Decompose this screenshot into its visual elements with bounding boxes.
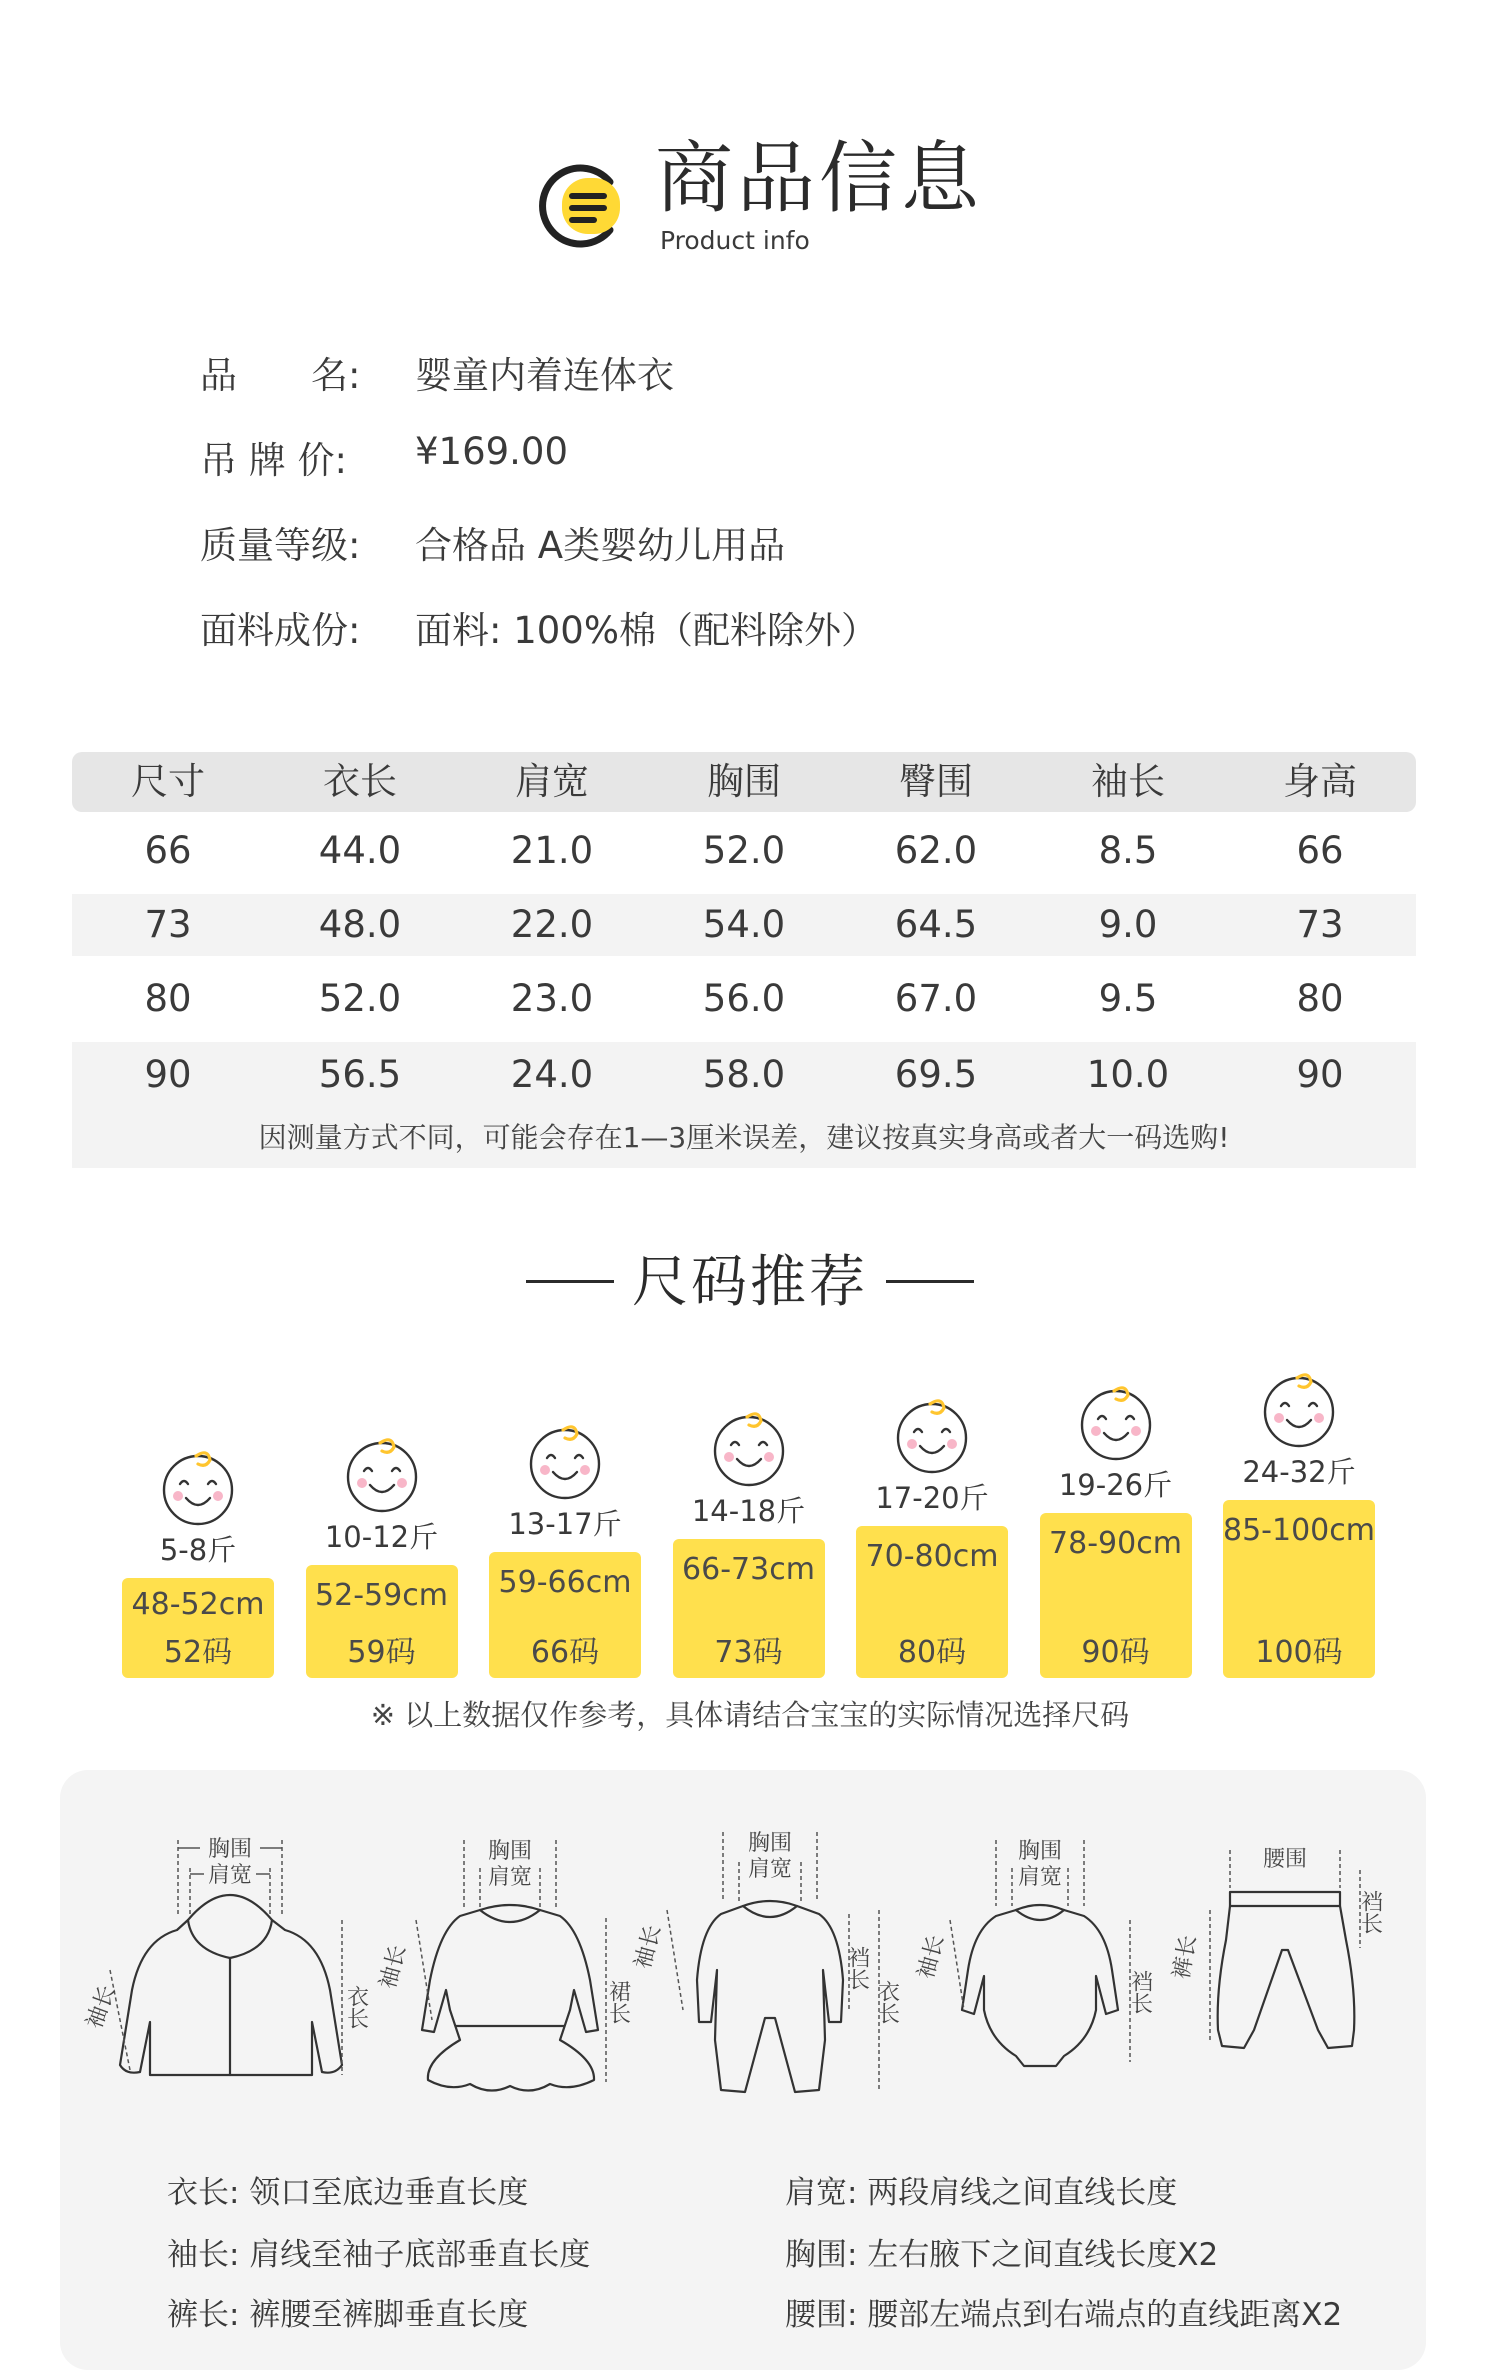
page-subtitle: Product info <box>660 226 810 255</box>
bodysuit-label-sleeve: 袖长 <box>913 1932 950 1982</box>
table-cell: 52.0 <box>318 977 402 1020</box>
table-cell: 62.0 <box>894 829 978 872</box>
title-dash-right <box>886 1280 974 1283</box>
recommend-size-code: 80码 <box>897 1635 967 1670</box>
dress-label-shoulder: 肩宽 <box>487 1865 533 1890</box>
recommend-weight: 24-32斤 <box>1242 1455 1356 1489</box>
recommend-weight: 5-8斤 <box>159 1533 237 1567</box>
recommend-weight: 17-20斤 <box>875 1481 989 1515</box>
table-cell: 52.0 <box>702 829 786 872</box>
table-row <box>72 956 1416 1042</box>
recommend-weight: 14-18斤 <box>691 1494 806 1528</box>
table-cell: 8.5 <box>1098 829 1158 872</box>
info-value: 合格品 A类婴幼儿用品 <box>415 524 786 567</box>
table-cell: 23.0 <box>510 977 594 1020</box>
table-cell: 90 <box>144 1053 192 1096</box>
size-table <box>72 752 1416 1168</box>
table-cell: 66 <box>1296 829 1344 872</box>
info-row-fabric <box>200 600 1300 685</box>
info-row-price <box>200 430 1300 515</box>
recommend-height: 78-90cm <box>1049 1526 1182 1561</box>
recommend-height: 52-59cm <box>315 1578 448 1613</box>
table-cell: 9.0 <box>1098 903 1158 946</box>
table-cell: 73 <box>1296 903 1344 946</box>
menu-circle-icon <box>532 158 628 254</box>
jumpsuit-label-chest: 胸围 <box>747 1831 793 1856</box>
bodysuit-label-crotch: 裆长 <box>1127 1970 1153 2014</box>
recommend-size-box <box>1223 1500 1375 1678</box>
recommend-height: 48-52cm <box>131 1587 265 1622</box>
recommend-height: 70-80cm <box>865 1539 999 1574</box>
baby-face-icon <box>1257 1366 1341 1450</box>
jumpsuit-diagram <box>630 1810 905 2114</box>
dress-label-length: 裙长 <box>605 1980 631 2024</box>
recommend-size-box <box>306 1565 458 1678</box>
jumpsuit-label-sleeve: 袖长 <box>630 1922 667 1972</box>
definition-item: 裤长: 裤腰至裤脚垂直长度 <box>167 2297 529 2333</box>
recommend-size-box <box>1040 1513 1192 1678</box>
recommend-size-code: 59码 <box>347 1635 416 1670</box>
section-header <box>0 130 1500 260</box>
pants-label-crotch: 裆长 <box>1357 1890 1383 1934</box>
dress-label-sleeve: 袖长 <box>375 1942 412 1992</box>
table-cell: 67.0 <box>894 977 978 1020</box>
table-note: 因测量方式不同，可能会存在1—3厘米误差，建议按真实身高或者大一码选购! <box>72 1108 1416 1168</box>
recommend-size-box <box>489 1552 641 1678</box>
definition-item: 肩宽: 两段肩线之间直线长度 <box>785 2175 1178 2211</box>
recommend-size-code: 66码 <box>530 1635 600 1670</box>
baby-face-icon <box>1074 1379 1158 1463</box>
jacket-label-shoulder: 肩宽 <box>207 1863 253 1888</box>
table-row <box>72 1042 1416 1108</box>
definition-item: 衣长: 领口至底边垂直长度 <box>167 2175 529 2211</box>
pants-label-waist: 腰围 <box>1262 1847 1308 1872</box>
measure-panel <box>60 1770 1426 2370</box>
jumpsuit-label-crotch: 裆长 <box>844 1946 870 1990</box>
definition-item: 胸围: 左右腋下之间直线长度X2 <box>785 2237 1219 2273</box>
recommend-weight: 10-12斤 <box>324 1520 439 1554</box>
jacket-label-sleeve: 袖长 <box>82 1982 121 2033</box>
jumpsuit-label-shoulder: 肩宽 <box>747 1857 793 1882</box>
table-cell: 54.0 <box>702 903 786 946</box>
info-value: 婴童内着连体衣 <box>415 354 674 397</box>
recommend-title-text: 尺码推荐 <box>632 1250 868 1315</box>
table-header-cell: 袖长 <box>1091 760 1165 803</box>
table-header-cell: 臀围 <box>899 760 973 803</box>
dress-diagram <box>375 1830 640 2104</box>
baby-face-icon <box>340 1431 424 1515</box>
table-cell: 80 <box>144 977 192 1020</box>
recommend-size-code: 100码 <box>1255 1635 1343 1670</box>
recommend-size-code: 73码 <box>714 1635 783 1670</box>
bodysuit-diagram <box>913 1830 1160 2094</box>
info-value: ¥169.00 <box>415 430 569 473</box>
recommend-height: 66-73cm <box>682 1552 815 1587</box>
dress-label-chest: 胸围 <box>487 1839 533 1864</box>
jumpsuit-label-length: 衣长 <box>874 1980 900 2024</box>
table-header-cell: 衣长 <box>323 760 397 803</box>
baby-face-icon <box>523 1418 607 1502</box>
baby-face-icon <box>707 1405 791 1489</box>
info-value: 面料: 100%棉（配料除外） <box>415 609 879 652</box>
jacket-diagram <box>80 1810 380 2104</box>
table-cell: 56.0 <box>702 977 786 1020</box>
recommend-size-box <box>856 1526 1008 1678</box>
info-label: 吊 牌 价: <box>200 439 347 482</box>
info-label: 质量等级: <box>200 524 361 567</box>
product-info-list <box>200 345 1300 685</box>
table-cell: 69.5 <box>894 1053 978 1096</box>
table-header-cell: 身高 <box>1283 760 1357 803</box>
pants-diagram <box>1170 1830 1400 2074</box>
bodysuit-label-chest: 胸围 <box>1017 1839 1063 1864</box>
table-cell: 44.0 <box>318 829 402 872</box>
table-cell: 58.0 <box>702 1053 786 1096</box>
table-cell: 73 <box>144 903 192 946</box>
bodysuit-label-shoulder: 肩宽 <box>1017 1865 1063 1890</box>
table-cell: 24.0 <box>510 1053 594 1096</box>
table-cell: 9.5 <box>1098 977 1158 1020</box>
info-row-grade <box>200 515 1300 600</box>
recommend-size-box <box>673 1539 825 1678</box>
table-cell: 21.0 <box>510 829 594 872</box>
table-cell: 48.0 <box>318 903 402 946</box>
pants-label-length: 裤长 <box>1169 1933 1202 1982</box>
recommend-size-code: 90码 <box>1081 1635 1150 1670</box>
jacket-label-length: 衣长 <box>343 1985 369 2029</box>
jacket-label-chest: 胸围 <box>207 1837 253 1862</box>
table-cell: 80 <box>1296 977 1344 1020</box>
info-row-name <box>200 345 1300 430</box>
definition-item: 袖长: 肩线至袖子底部垂直长度 <box>167 2237 591 2273</box>
table-cell: 56.5 <box>318 1053 402 1096</box>
table-row <box>72 812 1416 890</box>
page-title: 商品信息 <box>655 134 984 224</box>
recommend-height: 85-100cm <box>1223 1513 1375 1548</box>
table-header-cell: 尺寸 <box>131 760 205 803</box>
baby-face-icon <box>890 1392 974 1476</box>
table-cell: 64.5 <box>894 903 978 946</box>
recommend-note: ※ 以上数据仅作参考，具体请结合宝宝的实际情况选择尺码 <box>370 1698 1130 1732</box>
table-header-row <box>72 752 1416 812</box>
info-label: 品 名: <box>200 354 361 397</box>
recommend-weight: 19-26斤 <box>1058 1468 1173 1502</box>
definition-item: 腰围: 腰部左端点到右端点的直线距离X2 <box>785 2297 1343 2333</box>
baby-face-icon <box>156 1444 240 1528</box>
recommend-height: 59-66cm <box>498 1565 632 1600</box>
recommend-weight: 13-17斤 <box>508 1507 622 1541</box>
table-header-cell: 胸围 <box>707 760 781 803</box>
recommend-size-box <box>122 1578 274 1678</box>
recommend-size-code: 52码 <box>163 1635 233 1670</box>
table-cell: 22.0 <box>510 903 594 946</box>
table-cell: 66 <box>144 829 192 872</box>
table-header-cell: 肩宽 <box>515 760 589 803</box>
info-label: 面料成份: <box>200 609 361 652</box>
table-cell: 90 <box>1296 1053 1344 1096</box>
title-dash-left <box>526 1280 614 1283</box>
table-row <box>72 894 1416 956</box>
recommend-title <box>0 1250 1500 1315</box>
table-cell: 10.0 <box>1086 1053 1170 1096</box>
